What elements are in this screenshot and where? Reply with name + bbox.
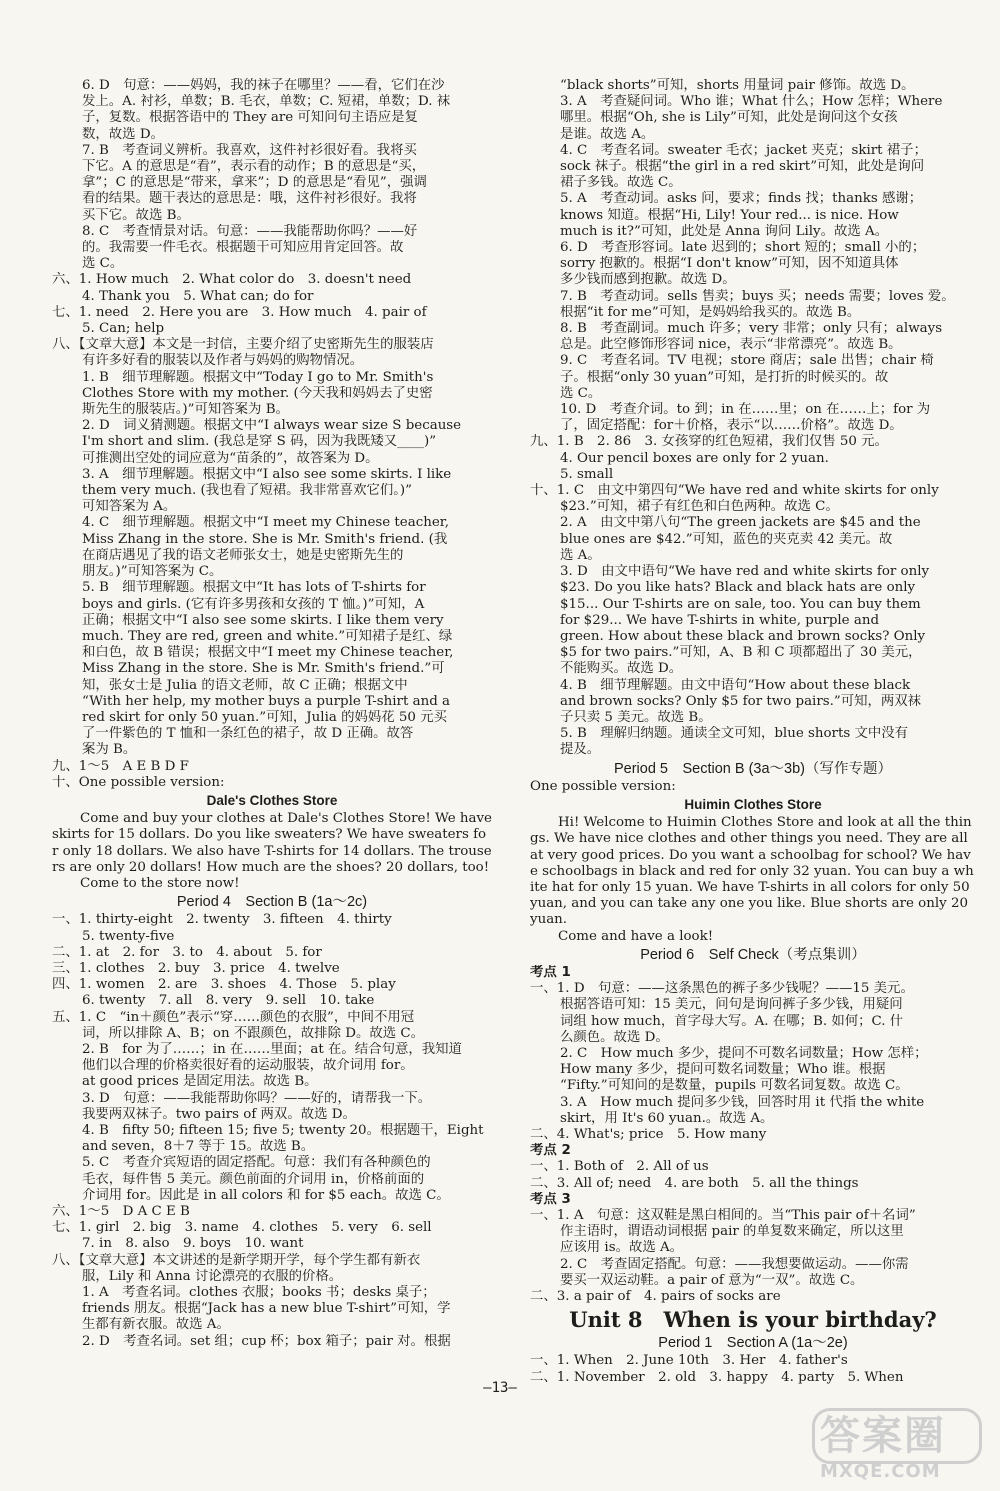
right-line: Unit 8 When is your birthday? — [569, 1307, 937, 1333]
right-line: 子。根据“only 30 yuan”可知，是打折的时候买的。故 — [560, 369, 889, 385]
left-line: Come to the store now! — [80, 875, 240, 891]
left-line: 生都有新衣服。故选 A。 — [82, 1317, 230, 1333]
watermark-url: MXQE.COM — [820, 1461, 941, 1482]
right-line: 哪里。根据“Oh, she is Lily”可知，此处是询问这个女孩 — [560, 110, 898, 126]
right-line: $23. Do you like hats? Black and black hats are only — [560, 580, 916, 596]
left-line: 的。我需要一件毛衣。根据题干可知应用肯定回答。故 — [82, 240, 404, 256]
right-line: Period 6 Self Check（考点集训） — [640, 946, 866, 963]
left-line: 服，Lily 和 Anna 讨论漂亮的衣服的价格。 — [82, 1268, 343, 1284]
left-line: boys and girls. (它有许多男孩和女孩的 T 恤。)”可知，A — [82, 596, 425, 612]
right-line: 一、1. A 句意：这双鞋是黑白相间的。当“This pair of＋名词” — [530, 1208, 916, 1224]
left-line: 他们以合理的价格卖很好看的运动服装，故介词用 for。 — [82, 1058, 414, 1074]
right-line: 5. B 理解归纳题。通读全文可知，blue shorts 文中没有 — [560, 726, 909, 742]
right-line: sorry 抱歉的。根据“I don't know”可知，因不知道具体 — [560, 256, 899, 272]
left-line: 六、1～5 D A C E B — [52, 1204, 190, 1220]
left-line: 六、1. How much 2. What color do 3. doesn't need — [52, 272, 412, 288]
left-line: 二、1. at 2. for 3. to 4. about 5. for — [52, 944, 322, 960]
right-line: $23.”可知，裙子有红色和白色两种。故选 C。 — [560, 499, 839, 515]
right-line: 一、1. Both of 2. All of us — [530, 1159, 709, 1175]
right-line: for $29... We have T-shirts in white, purple and — [560, 612, 880, 628]
left-line: 九、1～5 A E B D F — [52, 758, 189, 774]
right-line: 是谁。故选 A。 — [560, 126, 655, 142]
left-line: 数，故选 D。 — [82, 126, 164, 142]
left-line: 在商店遇见了我的语文老师张女士，她是史密斯先生的 — [82, 547, 404, 563]
right-line: 一、1. D 句意：——这条黑色的裤子多少钱呢？——15 美元。 — [530, 981, 914, 997]
right-line: 要买一双运动鞋。a pair of 意为“一双”。故选 C。 — [560, 1272, 864, 1288]
left-line: 4. Thank you 5. What can; do for — [82, 288, 314, 304]
right-line: 九、1. B 2. 86 3. 女孩穿的红色短裙，我们仅售 50 元。 — [530, 434, 888, 450]
page-number: —13— — [483, 1380, 517, 1396]
left-line: Come and buy your clothes at Dale's Clothes Store! We have skirts for 15 dollars. Do you like sweaters? We have sweaters for only 18 dollars. We also have T-shirts for 14 dollars. The trousers are only 20 dollars! How much are the shoes? 20 dollars, too! — [52, 811, 492, 875]
left-line: 三、1. clothes 2. buy 3. price 4. twelve — [52, 960, 340, 976]
left-line: and seven，8＋7 等于 15。故选 B。 — [82, 1139, 315, 1155]
left-line: 4. C 细节理解题。根据文中“I meet my Chinese teacher, — [82, 515, 449, 531]
left-line: 3. D 句意：——我能帮助你吗？——好的，请帮我一下。 — [82, 1090, 432, 1106]
left-line: 1. B 细节理解题。根据文中“Today I go to Mr. Smith's — [82, 369, 434, 385]
right-line: 提及。 — [560, 742, 601, 758]
left-column — [52, 78, 492, 1350]
right-line: 5. A 考查动词。asks 问，要求；finds 找；thanks 感谢； — [560, 191, 923, 207]
right-line: Hi! Welcome to Huimin Clothes Store and look at all the things. We have nice clothes and other things you need. They are all at very good prices. Do you want a schoolbag for school? We have schoolbags in black and red for only 32 yuan. You can buy a white hat for only 15 yuan. We have T-shirts in all colors for only 50 yuan, and you can take any one you like. Blue shorts are only 20 yuan. — [530, 815, 974, 928]
left-line: 下它。A 的意思是“看”，表示看的动作；B 的意思是“买， — [82, 159, 426, 175]
right-line: Huimin Clothes Store — [684, 796, 822, 812]
right-line: 4. C 考查名词。sweater 毛衣；jacket 夹克；skirt 裙子； — [560, 142, 927, 158]
left-line: 8. C 考查情景对话。句意：——我能帮助你吗？——好 — [82, 223, 418, 239]
left-line: 我要两双袜子。two pairs of 两双。故选 D。 — [82, 1106, 356, 1122]
right-line: 裙子多钱。故选 C。 — [560, 175, 682, 191]
right-line: 8. B 考查副词。much 许多；very 非常；only 只有；always — [560, 321, 943, 337]
right-line: 4. Our pencil boxes are only for 2 yuan. — [560, 450, 829, 466]
right-line: Come and have a look! — [558, 928, 714, 944]
left-line: red skirt for only 50 yuan.”可知，Julia 的妈妈花 50 元买 — [82, 709, 447, 725]
right-line: 7. B 考查动词。sells 售卖；buys 买；needs 需要；loves 爱。 — [560, 288, 955, 304]
left-line: much. They are red, green and white.”可知裙子是红、绿 — [82, 628, 453, 644]
right-line: 4. B 细节理解题。由文中语句“How about these black — [560, 677, 911, 693]
right-line: green. How about these black and brown socks? Only — [560, 628, 926, 644]
right-line: 2. C 考查固定搭配。句意：——我想要做运动。——你需 — [560, 1256, 909, 1272]
right-line: 根据答语可知：15 美元，问句是询问裤子多少钱，用疑问 — [560, 997, 903, 1013]
right-line: “black shorts”可知，shorts 用量词 pair 修饰。故选 D。 — [560, 78, 915, 93]
right-line: 6. D 考查形容词。late 迟到的；short 短的；small 小的； — [560, 240, 926, 256]
left-line: 四、1. women 2. are 3. shoes 4. Those 5. play — [52, 977, 396, 993]
left-line: 看的结果。题干表达的意思是：哦，这件衬衫很好。我将 — [82, 191, 417, 207]
watermark-text: 答案圈 — [820, 1413, 946, 1459]
left-line: them very much. (我也看了短裙。我非常喜欢它们。)” — [82, 483, 413, 499]
right-line: 考点 1 — [530, 964, 571, 980]
right-line: 么颜色。故选 D。 — [560, 1029, 669, 1045]
left-line: Period 4 Section B (1a～2c) — [176, 894, 368, 911]
right-line: Period 1 Section A (1a～2e) — [658, 1335, 848, 1352]
left-line: I'm short and slim. (我总是穿 S 码，因为我既矮又____)” — [82, 434, 437, 450]
right-line: blue ones are $42.”可知，蓝色的夹克卖 42 美元。故 — [560, 531, 893, 547]
right-line: Period 5 Section B (3a～3b)（写作专题） — [613, 760, 892, 777]
left-line: 朋友。)”可知答案为 C。 — [82, 564, 223, 580]
right-line: 10. D 考查介词。to 到；in 在……里；on 在……上；for 为 — [560, 402, 931, 418]
left-line: 七、1. girl 2. big 3. name 4. clothes 5. very 6. sell — [52, 1220, 432, 1236]
right-line: 多少钱而感到抱歉。故选 D。 — [560, 272, 736, 288]
left-line: 和白色，故 B 错误；根据文中“I meet my Chinese teacher, — [82, 645, 454, 661]
left-line: 5. twenty-five — [82, 928, 175, 944]
right-column — [530, 78, 976, 1386]
left-line: 3. A 细节理解题。根据文中“I also see some skirts. I like — [82, 466, 452, 482]
right-line: 考点 2 — [530, 1143, 571, 1159]
left-line: 5. C 考查介宾短语的固定搭配。句意：我们有各种颜色的 — [82, 1155, 431, 1171]
left-line: 7. B 考查词义辨析。我喜欢，这件衬衫很好看。我将买 — [82, 142, 417, 158]
left-line: 5. Can; help — [82, 321, 165, 337]
right-line: $5 for two pairs.”可知，A、B 和 C 项都超出了 30 美元， — [560, 645, 922, 661]
left-line: 知，张女士是 Julia 的语文老师，故 C 正确；根据文中 — [82, 677, 408, 693]
watermark-logo — [812, 1408, 982, 1486]
right-line: 3. A 考查疑问词。Who 谁；What 什么；How 怎样；Where — [560, 94, 943, 110]
right-line: $15... Our T-shirts are on sale, too. You can buy them — [560, 596, 921, 612]
right-line: 不能购买。故选 D。 — [560, 661, 683, 677]
right-line: skirt，用 It's 60 yuan.。故选 A。 — [560, 1110, 774, 1126]
left-line: 6. twenty 7. all 8. very 9. sell 10. take — [82, 993, 375, 1009]
right-line: 选 C。 — [560, 385, 602, 401]
right-line: 作主语时，谓语动词根据 pair 的单复数来确定，所以这里 — [560, 1224, 904, 1240]
right-line: 5. small — [560, 466, 614, 482]
left-line: 词，所以排除 A、B；on 不跟颜色，故排除 D。故选 C。 — [82, 1025, 425, 1041]
left-line: 买下它。故选 B。 — [82, 207, 190, 223]
left-line: 五、1. C “in＋颜色”表示“穿……颜色的衣服”，中间不用冠 — [52, 1009, 415, 1025]
right-line: and brown socks? Only $5 for two pairs.”可知，两双袜 — [560, 693, 922, 709]
left-line: 八、【文章大意】本文是一封信，主要介绍了史密斯先生的服装店 — [52, 337, 434, 353]
left-line: 案为 B。 — [82, 742, 137, 758]
right-line: 选 A。 — [560, 547, 601, 563]
right-line: 一、1. When 2. June 10th 3. Her 4. father's — [530, 1353, 848, 1369]
left-line: at good prices 是固定用法。故选 B。 — [82, 1074, 318, 1090]
left-line: Miss Zhang in the store. She is Mr. Smith's friend.”可 — [82, 661, 445, 677]
left-line: 可知答案为 A。 — [82, 499, 177, 515]
right-line: 3. A How much 提问多少钱，回答时用 it 代指 the white — [560, 1094, 925, 1110]
right-line: 总是。此空修饰形容词 nice，表示“非常漂亮”。故选 B。 — [560, 337, 902, 353]
left-line: 2. D 词义猜测题。根据文中“I always wear size S because — [82, 418, 462, 434]
right-line: 3. D 由文中语句“We have red and white skirts for only — [560, 564, 930, 580]
right-line: 子只卖 5 美元。故选 B。 — [560, 709, 712, 725]
left-line: Clothes Store with my mother. (今天我和妈妈去了史密 — [82, 385, 433, 401]
left-line: 1. A 考查名词。clothes 衣服；books 书；desks 桌子； — [82, 1285, 436, 1301]
right-line: 2. C How much 多少，提问不可数名词数量；How 怎样； — [560, 1045, 928, 1061]
right-line: knows 知道。根据“Hi, Lily! Your red... is nice. How — [560, 207, 899, 223]
right-line: 根据“it for me”可知，是妈妈给我买的。故选 B。 — [560, 304, 861, 320]
right-line: 十、1. C 由文中第四句“We have red and white skirts for only — [530, 483, 939, 499]
right-line: 应该用 is。故选 A。 — [560, 1240, 684, 1256]
right-line: much is it?”可知，此处是 Anna 询问 Lily。故选 A。 — [560, 223, 889, 239]
left-line: 拿”；C 的意思是“带来，拿来”；D 的意思是“看见”，强调 — [82, 175, 427, 191]
left-line: 了一件紫色的 T 恤和一条红色的裙子，故 D 正确。故答 — [82, 726, 414, 742]
left-line: friends 朋友。根据“Jack has a new blue T-shirt”可知，学 — [82, 1301, 451, 1317]
left-line: 十、One possible version: — [52, 774, 225, 790]
left-line: 6. D 句意：——妈妈，我的袜子在哪里？——看，它们在沙 — [82, 78, 445, 93]
left-line: 2. B for 为了……；in 在……里面；at 在。结合句意，我知道 — [82, 1041, 462, 1057]
left-line: 介词用 for。因此是 in all colors 和 for $5 each。故选 C。 — [82, 1187, 450, 1203]
right-line: How many 多少，提问可数名词数量；Who 谁。根据 — [560, 1062, 886, 1078]
left-line: 5. B 细节理解题。根据文中“It has lots of T-shirts for — [82, 580, 426, 596]
right-line: “Fifty.”可知问的是数量，pupils 可数名词复数。故选 C。 — [560, 1078, 909, 1094]
right-line: 二、3. a pair of 4. pairs of socks are — [530, 1289, 781, 1305]
left-line: 毛衣，每件售 5 美元。颜色前面的介词用 in，价格前面的 — [82, 1171, 425, 1187]
left-line: 子，复数。根据答语中的 They are 可知问句主语应是复 — [82, 110, 418, 126]
left-line: 选 C。 — [82, 256, 124, 272]
left-line: 7. in 8. also 9. boys 10. want — [82, 1236, 304, 1252]
left-line: 有许多好看的服装以及作者与妈妈的购物情况。 — [82, 353, 364, 369]
left-line: 4. B fifty 50; fifteen 15; five 5; twenty 20。根据题干，Eight — [82, 1123, 484, 1138]
right-line: 考点 3 — [530, 1191, 571, 1207]
left-line: 正确；根据文中“I also see some skirts. I like them very — [82, 612, 444, 628]
left-line: 发上。A. 衬衫，单数；B. 毛衣，单数；C. 短裙，单数；D. 袜 — [82, 94, 451, 110]
right-line: 9. C 考查名词。TV 电视；store 商店；sale 出售；chair 椅 — [560, 353, 934, 369]
right-line: 二、4. What's; price 5. How many — [530, 1127, 767, 1142]
right-line: 2. A 由文中第八句“The green jackets are $45 and the — [560, 515, 921, 531]
left-line: Dale's Clothes Store — [206, 792, 338, 808]
left-line: 2. D 考查名词。set 组；cup 杯；box 箱子；pair 对。根据 — [82, 1333, 451, 1349]
right-line: 词组 how much，首字母大写。A. 在哪；B. 如何；C. 什 — [560, 1013, 904, 1029]
right-line: 了，固定搭配：for＋价格，表示“以……价格”。故选 D。 — [560, 418, 903, 434]
right-line: sock 袜子。根据“the girl in a red skirt”可知，此处是询问 — [560, 159, 925, 175]
left-line: 斯先生的服装店。)”可知答案为 B。 — [82, 402, 289, 418]
right-line: 二、1. November 2. old 3. happy 4. party 5. When — [530, 1369, 904, 1385]
left-line: 七、1. need 2. Here you are 3. How much 4. pair of — [52, 304, 427, 320]
left-line: 八、【文章大意】本文讲述的是新学期开学，每个学生都有新衣 — [52, 1252, 421, 1268]
left-line: Miss Zhang in the store. She is Mr. Smith's friend. (我 — [82, 531, 448, 547]
right-line: One possible version: — [530, 778, 676, 794]
right-line: 二、3. All of; need 4. are both 5. all the things — [530, 1175, 859, 1191]
left-line: “With her help, my mother buys a purple T-shirt and a — [82, 693, 451, 709]
left-line: 可推测出空处的词应意为“苗条的”，故答案为 D。 — [82, 450, 379, 466]
left-line: 一、1. thirty-eight 2. twenty 3. fifteen 4. thirty — [52, 912, 392, 928]
